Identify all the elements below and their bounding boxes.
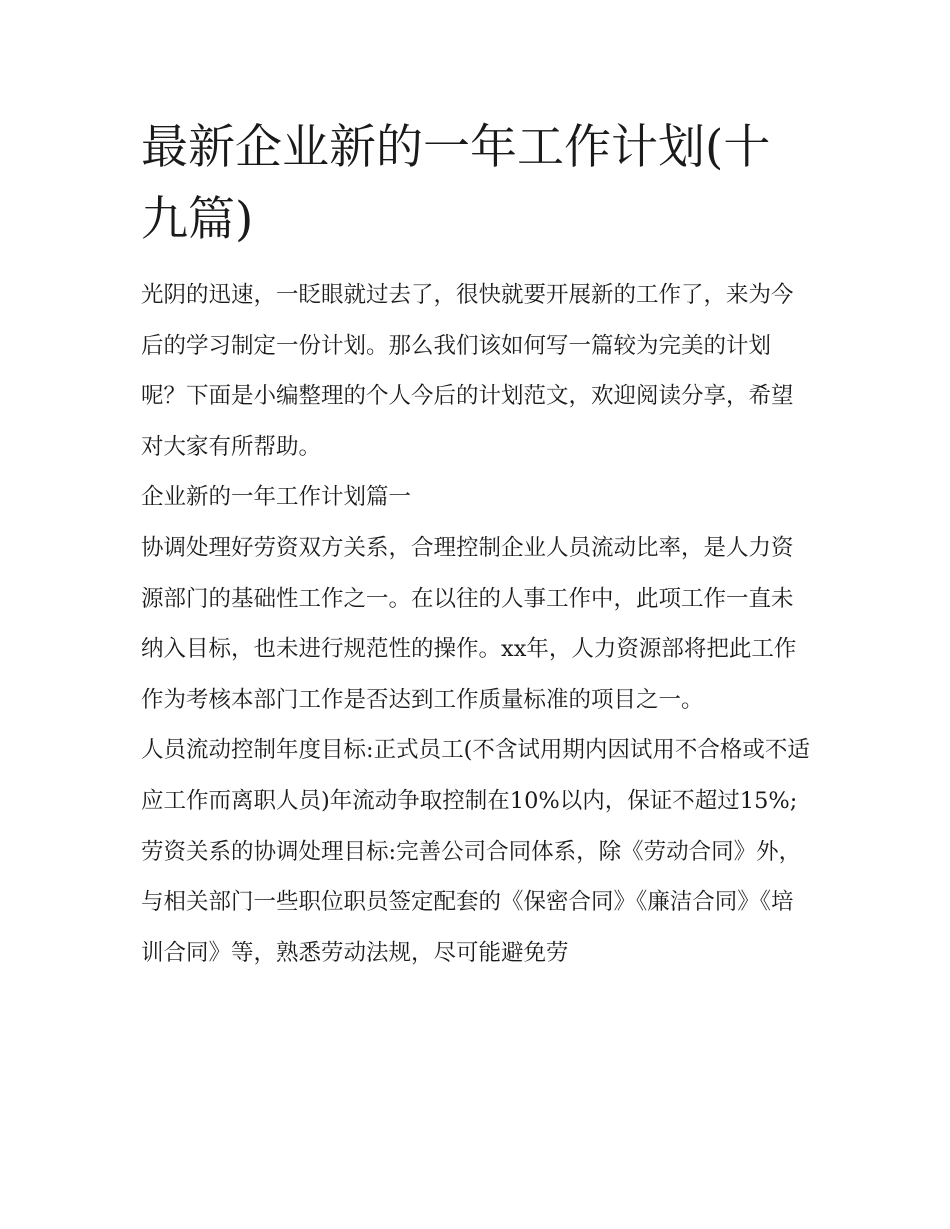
body-paragraph: 人员流动控制年度目标:正式员工(不含试用期内因试用不合格或不适应工作而离职人员)年流动争取控制在10%以内，保证不超过15%; — [141, 737, 810, 814]
document-title: 最新企业新的一年工作计划(十九篇) — [141, 120, 771, 247]
body-paragraph: 劳资关系的协调处理目标:完善公司合同体系，除《劳动合同》外，与相关部门一些职位职员签定配套的《保密合同》《廉洁合同》《培训合同》等，熟悉劳动法规，尽可能避免劳 — [141, 838, 802, 966]
section-heading: 企业新的一年工作计划篇一 — [141, 484, 412, 511]
intro-paragraph: 光阴的迅速，一眨眼就过去了，很快就要开展新的工作了，来为今后的学习制定一份计划。那么我们该如何写一篇较为完美的计划呢？下面是小编整理的个人今后的计划范文，欢迎阅读分享，希望对大家有所帮助。 — [141, 282, 794, 460]
body-paragraph: 协调处理好劳资双方关系，合理控制企业人员流动比率，是人力资源部门的基础性工作之一。在以往的人事工作中，此项工作一直未纳入目标，也未进行规范性的操作。xx年，人力资源部将把此工作作为考核本部门工作是否达到工作质量标准的项目之一。 — [141, 534, 797, 713]
document-page — [141, 112, 813, 978]
